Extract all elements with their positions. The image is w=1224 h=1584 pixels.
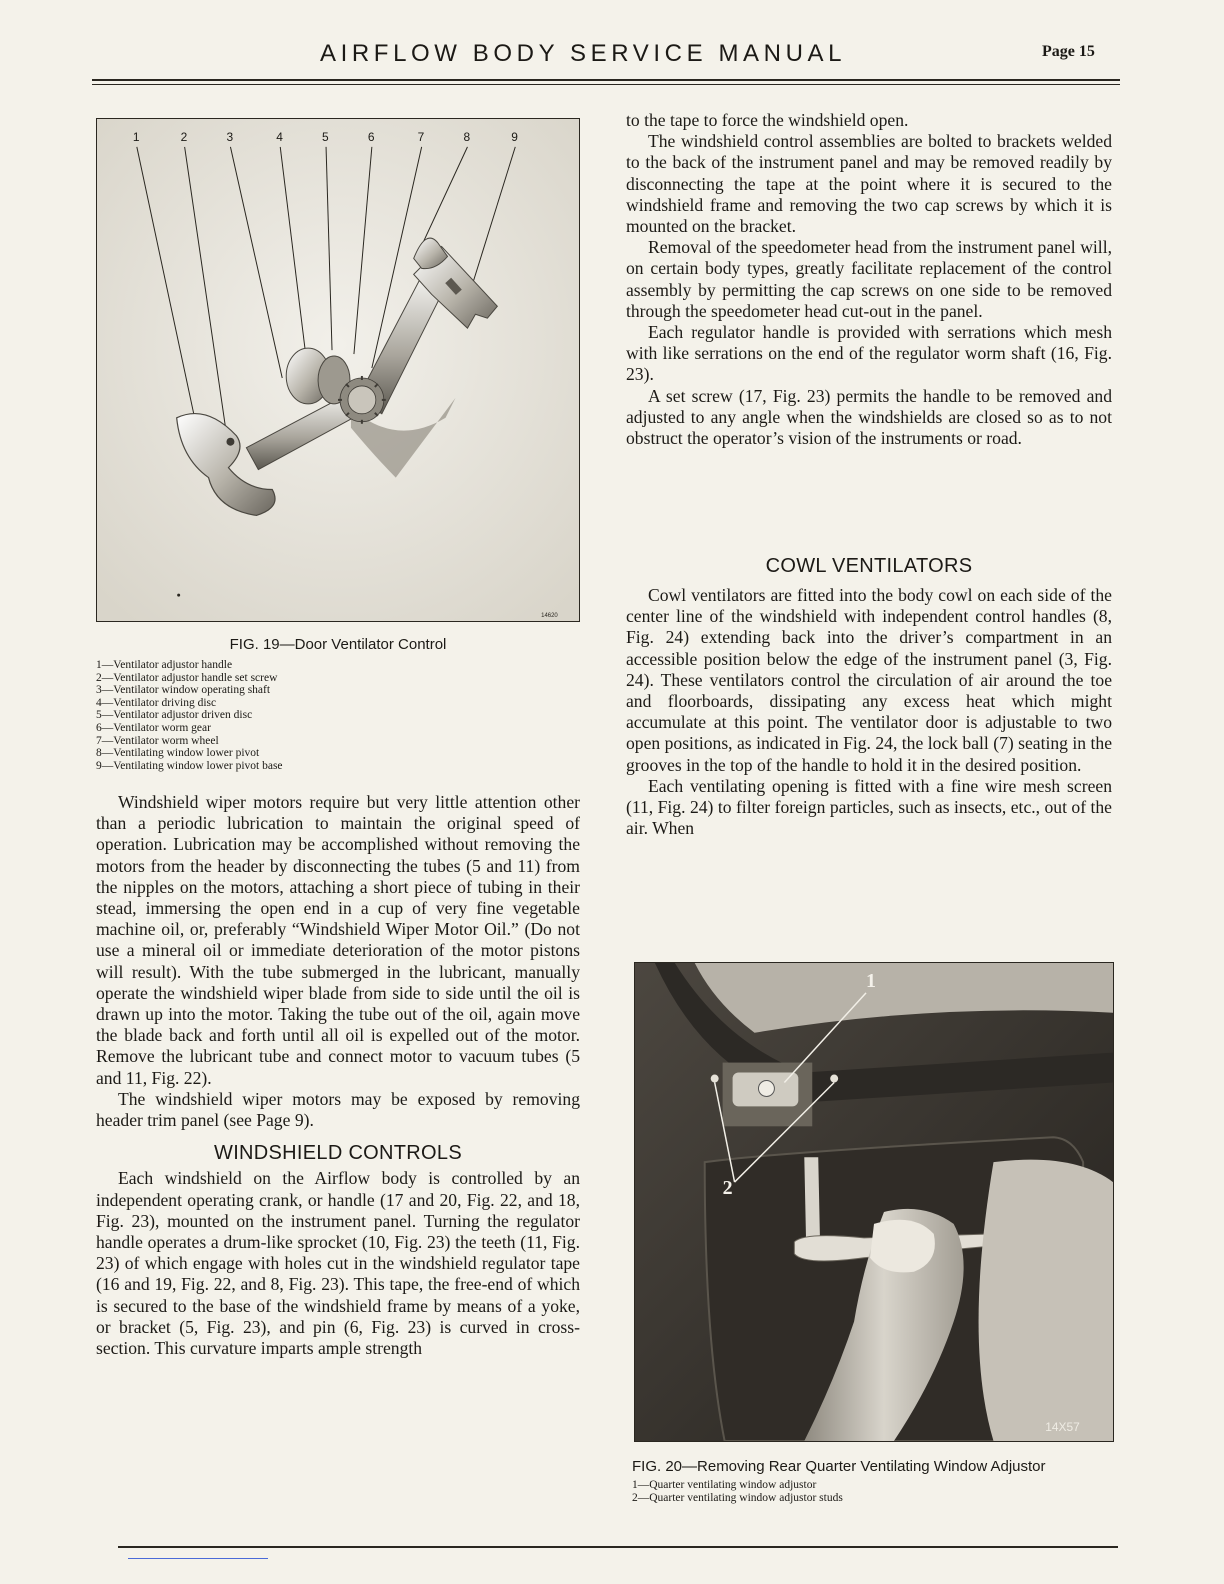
figure-19-photo-number: 14620: [541, 613, 558, 620]
paragraph: Each ventilating opening is fitted with a fine wire mesh screen (11, Fig. 24) to filter foreign particles, such as insects, etc., out of the air. When: [626, 775, 1112, 839]
manual-title: AIRFLOW BODY SERVICE MANUAL: [320, 40, 847, 67]
header-rule-thin: [92, 84, 1120, 85]
section-heading-cowl-ventilators: COWL VENTILATORS: [765, 555, 973, 577]
footer-rule: [118, 1546, 1118, 1548]
legend-item: 7—Ventilator worm wheel: [96, 734, 219, 747]
figure-20-callout: 1: [866, 969, 876, 992]
figure-20-caption: FIG. 20—Removing Rear Quarter Ventilating Window Adjustor: [632, 1458, 1046, 1475]
figure-19-illustration: [96, 118, 580, 622]
legend-item: 2—Ventilator adjustor handle set screw: [96, 671, 278, 684]
paragraph: The windshield wiper motors may be exposed by removing header trim panel (see Page 9).: [96, 1088, 580, 1131]
legend-item: 2—Quarter ventilating window adjustor studs: [632, 1491, 843, 1504]
legend-item: 6—Ventilator worm gear: [96, 721, 211, 734]
figure-19-callout: 7: [417, 129, 425, 144]
legend-item: 1—Ventilator adjustor handle: [96, 659, 233, 671]
figure-19-callout: 6: [367, 129, 375, 144]
legend-item: 3—Ventilator window operating shaft: [96, 684, 271, 697]
figure-19-callout: 1: [132, 129, 140, 144]
paragraph: Cowl ventilators are fitted into the body cowl on each side of the center line of the windshield with independent control handles (8, Fig. 24) extending back into the driver’s compartment in an accessible position below the edge of the instrument panel (3, Fig. 24). These ventilators control the circulation of air around the toe and floorboards, dissipating any excess heat which might accumulate at this point. The ventilator door is adjustable to two open positions, as indicated in Fig. 24, the lock ball (7) seating in the grooves in the top of the handle to hold it in the desired position.: [626, 585, 1112, 775]
right-column-cowl-text: [626, 585, 1112, 839]
figure-19-callout: 3: [226, 129, 234, 144]
figure-19-callout: 8: [463, 129, 471, 144]
figure-20-callout: 2: [722, 1177, 733, 1200]
paragraph: Removal of the speedometer head from the instrument panel will, on certain body types, greatly facilitate replacement of the control assembly by permitting the cap screws on one side to be removed through the speedometer head cut-out in the panel.: [626, 237, 1112, 321]
paragraph: Each windshield on the Airflow body is controlled by an independent operating crank, or handle (17 and 20, Fig. 22, and 18, Fig. 23), mounted on the instrument panel. Turning the regulator handle operates a drum-like sprocket (10, Fig. 23) the teeth (11, Fig. 23) of which engage with holes cut in the windshield regulator tape (16 and 19, Fig. 22, and 8, Fig. 23). This tape, the free-end of which is secured to the base of the windshield frame by means of a yoke, or bracket (5, Fig. 23), and pin (6, Fig. 23) is curved in cross-section. This curvature imparts ample strength: [96, 1168, 580, 1359]
paragraph: Each regulator handle is provided with serrations which mesh with like serrations on the end of the regulator worm shaft (16, Fig. 23).: [626, 322, 1112, 385]
legend-item: 9—Ventilating window lower pivot base: [96, 759, 283, 772]
figure-19-legend: [96, 659, 396, 772]
figure-19-caption: FIG. 19—Door Ventilator Control: [229, 636, 447, 653]
figure-19-callout: 4: [276, 129, 283, 144]
figure-20-legend: [632, 1479, 1032, 1504]
paragraph-continuation: to the tape to force the windshield open.: [626, 110, 909, 130]
paragraph: The windshield control assemblies are bolted to brackets welded to the back of the instrument panel and may be removed readily by disconnecting the tape at the point where it is secured to the windshield frame and removing the two cap screws by which it is mounted on the bracket.: [626, 131, 1112, 237]
page-number: Page 15: [1042, 43, 1095, 60]
paragraph: A set screw (17, Fig. 23) permits the handle to be removed and adjusted to any angle when the windshields are closed so as to not obstruct the operator’s vision of the instruments or road.: [626, 385, 1112, 449]
legend-item: 4—Ventilator driving disc: [96, 696, 217, 709]
figure-20-photo: [634, 962, 1114, 1442]
legend-item: 8—Ventilating window lower pivot: [96, 747, 260, 760]
figure-19-callout: 5: [322, 129, 329, 144]
left-column-text: [96, 792, 580, 1359]
header-rule-thick: [92, 79, 1120, 81]
figure-19-callout: 9: [511, 129, 518, 144]
section-heading-windshield-controls: WINDSHIELD CONTROLS: [214, 1142, 462, 1165]
paragraph: Windshield wiper motors require but very little attention other than a periodic lubrication to maintain the original speed of operation. Lubrication may be accomplished without removing the motors from the header by disconnecting the tubes (5 and 11) from the nipples on the motors, attaching a short piece of tubing in their stead, immersing the open end in a cup of very fine vegetable machine oil, or, preferably “Windshield Wiper Motor Oil.” (Do not use a mineral oil or immediate deterioration of the motor pistons will result). With the tube submerged in the lubricant, manually operate the windshield wiper blade from side to side until the oil is drawn up into the motor. Taking the tube out of the oil, again move the blade back and forth until all oil is expelled out of the motor. Remove the lubricant tube and connect motor to vacuum tubes (5 and 11, Fig. 22).: [96, 792, 580, 1088]
legend-item: 5—Ventilator adjustor driven disc: [96, 709, 253, 722]
legend-item: 1—Quarter ventilating window adjustor: [632, 1479, 817, 1491]
figure-19-callout: 2: [180, 129, 188, 144]
right-column-text: [626, 110, 1112, 449]
figure-20-photo-number: 14X57: [1045, 1420, 1080, 1435]
footer-link-underline: [128, 1558, 268, 1559]
